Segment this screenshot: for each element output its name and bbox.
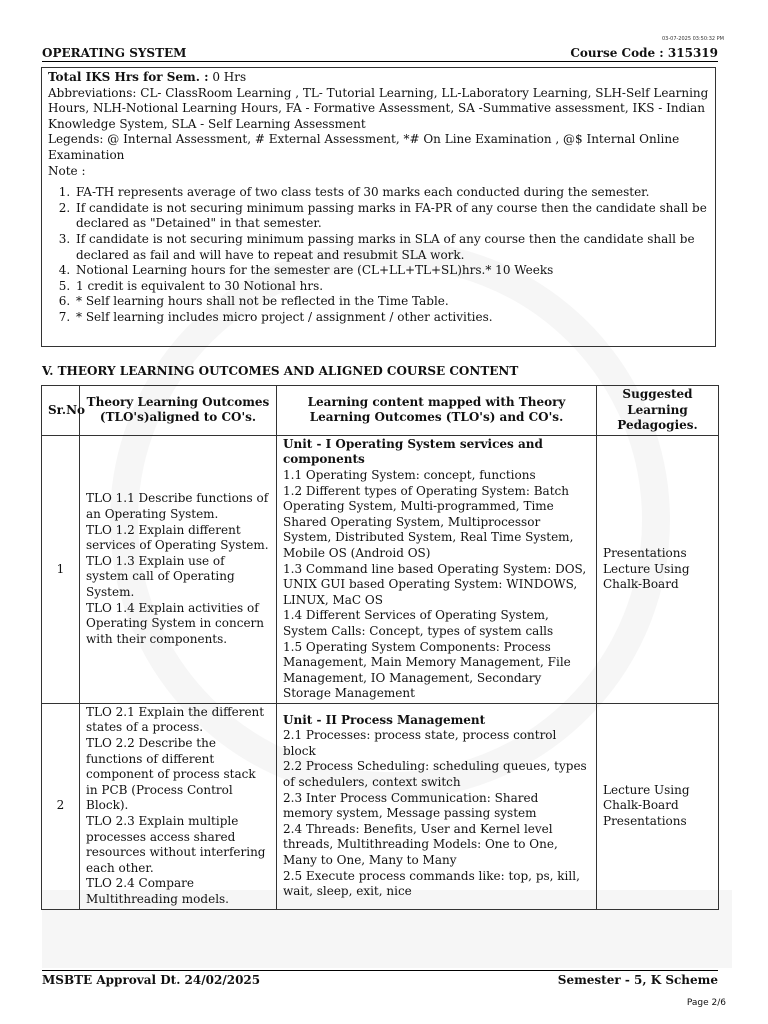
content-item: 1.4 Different Services of Operating System, System Calls: Concept, types of system calls bbox=[283, 608, 554, 638]
notes-list bbox=[48, 185, 709, 325]
note-label: Note : bbox=[48, 163, 86, 178]
note-item: 1. FA-TH represents average of two class tests of 30 marks each conducted during the semester. bbox=[74, 185, 709, 201]
tlo-item: TLO 1.1 Describe functions of an Operating System. bbox=[86, 491, 269, 521]
page-header bbox=[42, 46, 718, 62]
table-row bbox=[42, 703, 719, 909]
note-item: 3. If candidate is not securing minimum passing marks in SLA of any course then the candidate shall be declared as fail and will have to repeat and resubmit SLA work. bbox=[74, 232, 709, 263]
tlo-item: TLO 2.2 Describe the functions of different component of process stack in PCB (Process Control Block). bbox=[86, 736, 256, 813]
tlo-item: TLO 1.3 Explain use of system call of Operating System. bbox=[86, 553, 235, 599]
tlo-item: TLO 1.4 Explain activities of Operating System in concern with their components. bbox=[86, 600, 265, 646]
pedagogy-item: Presentations bbox=[603, 814, 687, 829]
tlo-table bbox=[41, 385, 719, 910]
legends-text: Legends: @ Internal Assessment, # External Assessment, *# On Line Examination , @$ Internal Online Examination bbox=[48, 132, 680, 162]
iks-value: 0 Hrs bbox=[208, 70, 247, 84]
approval-date: MSBTE Approval Dt. 24/02/2025 bbox=[42, 973, 261, 987]
row-srno: 1 bbox=[42, 435, 80, 703]
unit-title: Unit - II Process Management bbox=[283, 712, 486, 727]
header-tlo: Theory Learning Outcomes (TLO's)aligned to CO's. bbox=[80, 386, 277, 436]
note-item: 6. * Self learning hours shall not be reflected in the Time Table. bbox=[74, 294, 709, 310]
table-header-row bbox=[42, 386, 719, 436]
content-item: 1.1 Operating System: concept, functions bbox=[283, 467, 536, 482]
content-item: 1.5 Operating System Components: Process Management, Main Memory Management, File Management, IO Management, Secondary Storage Management bbox=[283, 639, 571, 701]
pedagogy-item: Presentations bbox=[603, 545, 687, 560]
page-footer bbox=[42, 970, 718, 987]
unit-title: Unit - I Operating System services and components bbox=[283, 436, 543, 467]
header-pedagogy: Suggested Learning Pedagogies. bbox=[597, 386, 719, 436]
row-srno: 2 bbox=[42, 703, 80, 909]
tlo-item: TLO 2.3 Explain multiple processes access shared resources without interfering each other. bbox=[86, 814, 266, 875]
content-item: 1.3 Command line based Operating System: DOS, UNIX GUI based Operating System: WINDOWS, LINUX, MaC OS bbox=[283, 561, 587, 607]
header-content: Learning content mapped with Theory Learning Outcomes (TLO's) and CO's. bbox=[277, 386, 597, 436]
row-content-cell bbox=[277, 435, 597, 703]
row-content-cell bbox=[277, 703, 597, 909]
content-item: 2.3 Inter Process Communication: Shared memory system, Message passing system bbox=[283, 790, 539, 821]
semester-scheme: Semester - 5, K Scheme bbox=[557, 973, 718, 987]
tlo-item: TLO 2.4 Compare Multithreading models. bbox=[86, 876, 229, 906]
row-tlo-cell bbox=[80, 703, 277, 909]
header-srno: Sr.No bbox=[42, 386, 80, 436]
tlo-item: TLO 2.1 Explain the different states of a process. bbox=[86, 704, 265, 735]
print-timestamp: 03-07-2025 03:50:32 PM bbox=[661, 36, 724, 42]
content-item: 2.1 Processes: process state, process control block bbox=[283, 728, 557, 758]
tlo-item: TLO 1.2 Explain different services of Operating System. bbox=[86, 522, 269, 553]
row-pedagogy-cell bbox=[597, 703, 719, 909]
content-item: 2.2 Process Scheduling: scheduling queues, types of schedulers, context switch bbox=[283, 759, 587, 790]
content-item: 2.4 Threads: Benefits, User and Kernel level threads, Multithreading Models: One to One, Many to One, Many to Many bbox=[283, 821, 558, 868]
note-item: 5. 1 credit is equivalent to 30 Notional hrs. bbox=[74, 279, 709, 295]
note-item: 7. * Self learning includes micro project / assignment / other activities. bbox=[74, 310, 709, 326]
table-row bbox=[42, 435, 719, 703]
iks-label: Total IKS Hrs for Sem. : bbox=[48, 70, 209, 84]
note-item: 2. If candidate is not securing minimum passing marks in FA-PR of any course then the candidate shall be declared as "Detained" in that semester. bbox=[74, 201, 709, 232]
row-pedagogy-cell bbox=[597, 435, 719, 703]
note-item: 4. Notional Learning hours for the semester are (CL+LL+TL+SL)hrs.* 10 Weeks bbox=[74, 263, 709, 279]
pedagogy-item: Lecture Using Chalk-Board bbox=[603, 782, 690, 813]
content-item: 2.5 Execute process commands like: top, ps, kill, wait, sleep, exit, nice bbox=[283, 868, 580, 899]
info-box bbox=[41, 67, 716, 347]
abbreviations-text: Abbreviations: CL- ClassRoom Learning , TL- Tutorial Learning, LL-Laboratory Learning, SLH-Self Learning Hours, NLH-Notional Learning Hours, FA - Formative Assessment, SA -Summative assessment, IKS - Indian Knowledge System, SLA - Self Learning Assessment bbox=[48, 85, 709, 131]
content-item: 1.2 Different types of Operating System: Batch Operating System, Multi-programmed, Time Shared Operating System, Multiprocessor System, Distributed System, Real Time System, Mobile OS (Android OS) bbox=[283, 483, 574, 560]
section-title: V. THEORY LEARNING OUTCOMES AND ALIGNED COURSE CONTENT bbox=[42, 364, 519, 378]
course-title: OPERATING SYSTEM bbox=[42, 46, 187, 60]
course-code: Course Code : 315319 bbox=[570, 46, 718, 60]
row-tlo-cell bbox=[80, 435, 277, 703]
page-number: Page 2/6 bbox=[686, 998, 726, 1008]
pedagogy-item: Lecture Using Chalk-Board bbox=[603, 561, 690, 592]
